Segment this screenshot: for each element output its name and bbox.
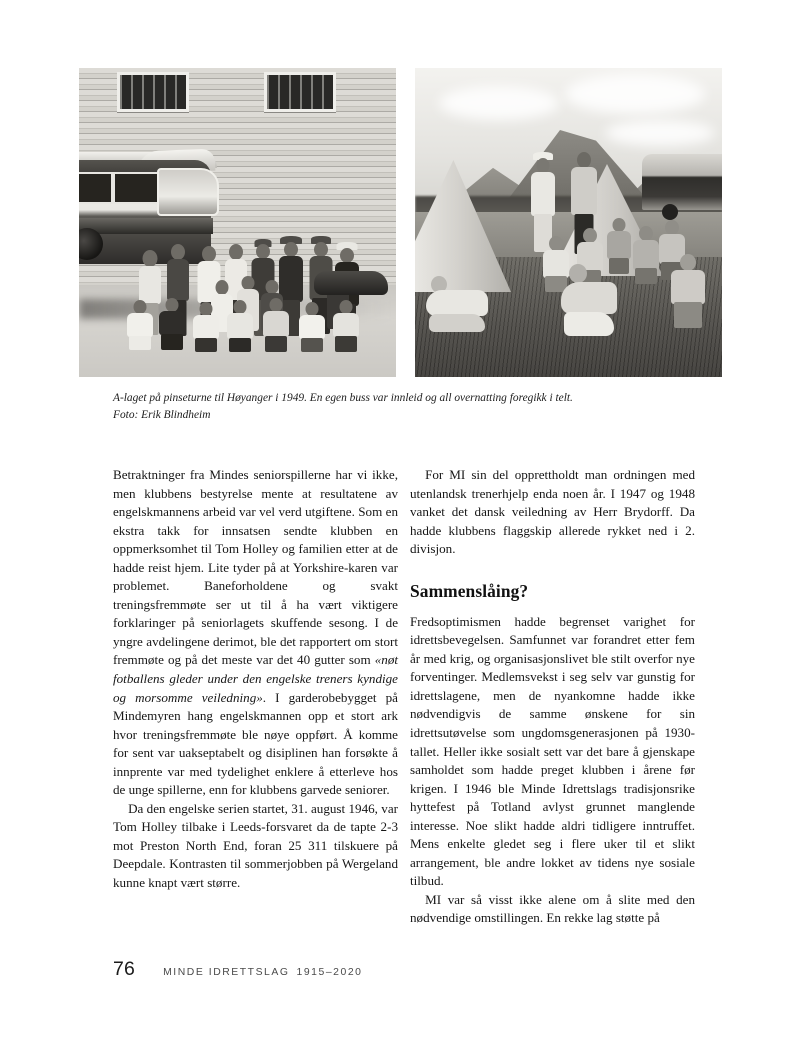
person-seated <box>299 302 325 350</box>
person-seated <box>633 226 659 284</box>
person-seated <box>127 300 153 348</box>
paragraph <box>113 466 398 800</box>
bus-window <box>113 172 159 204</box>
person-seated <box>333 300 359 350</box>
person-seated <box>193 302 219 350</box>
cloud <box>439 86 559 120</box>
bus-front-window <box>157 168 219 216</box>
person-reclining <box>425 274 489 332</box>
person-seated <box>159 298 185 348</box>
caption-line-1: A-laget på pinseturne til Høyanger i 1949. En egen buss var innleid og all overnatting foregikk i telt. <box>113 392 573 404</box>
figure-photo-row <box>79 68 722 377</box>
window-icon <box>117 72 189 112</box>
running-head-years: 1915–2020 <box>296 967 363 978</box>
paragraph-text-continued: . I garderobebygget på Mindemyren hang engelskmannen opp et stort ark hvor treningsfremmøte ble nøye oppført. Å komme for sent var uakseptabelt og disiplinen han forsøkte å innprente var med tydelighet enklere å etterleve hos de unge spillerne, enn for klubbens garvede seniorer. <box>113 689 398 798</box>
caravan <box>642 154 722 210</box>
photo-a-team-with-bus <box>79 68 396 377</box>
page-number: 76 <box>113 958 136 980</box>
running-head-title: MINDE IDRETTSLAG <box>163 967 290 978</box>
luggage-pile <box>314 271 388 295</box>
running-head <box>163 967 362 978</box>
section-heading: Sammenslåing? <box>410 580 529 601</box>
paragraph: Fredsoptimismen hadde begrenset varighet for idrettsbevegelsen. Samfunnet var forandret etter fem år med krig, og organisasjonslivet ble stilt overfor nye forventinger. Medlemsvekst i seg selv var gunstig for idrettslagene, men de nyankomne hadde ikke nødvendigvis de samme ønskene for sin idrettsutøvelse som ungdomsgenerasjonen på 1930-tallet. Heller ikke sosialt sett var det bare å gjenskape samholdet som hadde preget klubben i årene før krigen. I 1946 ble Minde Idrettslags tradisjonsrike hyttefest på Totland avlyst grunnet manglende interesse. Noe slikt hadde aldri tidligere inntruffet. Mens enkelte gledet seg i flere uker til et slikt arrangement, ble andre lokket av tidens nye sosiale tilbud. <box>410 613 695 889</box>
body-column-left <box>113 466 398 893</box>
person-reclining <box>561 264 617 336</box>
cloud <box>565 74 705 114</box>
cloud <box>605 120 715 146</box>
bus-skirt <box>79 218 213 234</box>
paragraph-text: Betraktninger fra Mindes seniorspillerne har vi ikke, men klubbens bestyrelse mente at resultatene av engelskmannens arbeid var vel verd utgiftene. Som en ekstra takk for innsatsen sendte klubben en oppmerksomhet til Tom Holley og familien etter at de hadde reist hjem. Lite tyder på at Yorkshire-karen var problemet. Baneforholdene og svakt treningsfremmøte ser ut til å ha vært viktigere forklaringer på seniorlagets skuffende sesong. I de yngre avdelingene derimot, ble det rapportert om stort fremmøte og på det meste var det 40 gutter som <box>113 467 398 668</box>
photo-camp-with-tents <box>415 68 722 377</box>
paragraph: For MI sin del opprettholdt man ordningen med utenlandsk trenerhjelp enda noen år. I 1947 og 1948 vanket det dansk veiledning av Herr Brydorff. Da hadde klubbens flaggskip allerede rykket ned i 2. divisjon. <box>410 467 695 557</box>
paragraph: Da den engelske serien startet, 31. august 1946, var Tom Holley tilbake i Leeds-forsvaret da de tapte 2-3 mot Preston North End, foran 25 311 tilskuere på Deepdale. Kontrasten til sommerjobben på Wergeland kunne knapt vært større. <box>113 800 398 891</box>
person-seated <box>263 298 289 350</box>
window-icon <box>264 72 336 112</box>
page-footer <box>113 958 362 981</box>
inline-quote: «nøt fotballens gleder under den engelske treners kyndige og morsomme veiledning» <box>113 652 398 705</box>
figure-caption <box>113 390 673 424</box>
bus-window <box>79 172 113 204</box>
paragraph: MI var så visst ikke alene om å slite med den nødvendige omstillingen. En rekke lag støtte på <box>410 891 695 926</box>
caravan-wheel <box>662 204 678 220</box>
person-seated <box>671 254 705 328</box>
caption-line-2: Foto: Erik Blindheim <box>113 409 211 421</box>
person-seated <box>227 300 253 350</box>
body-column-right <box>410 466 695 928</box>
